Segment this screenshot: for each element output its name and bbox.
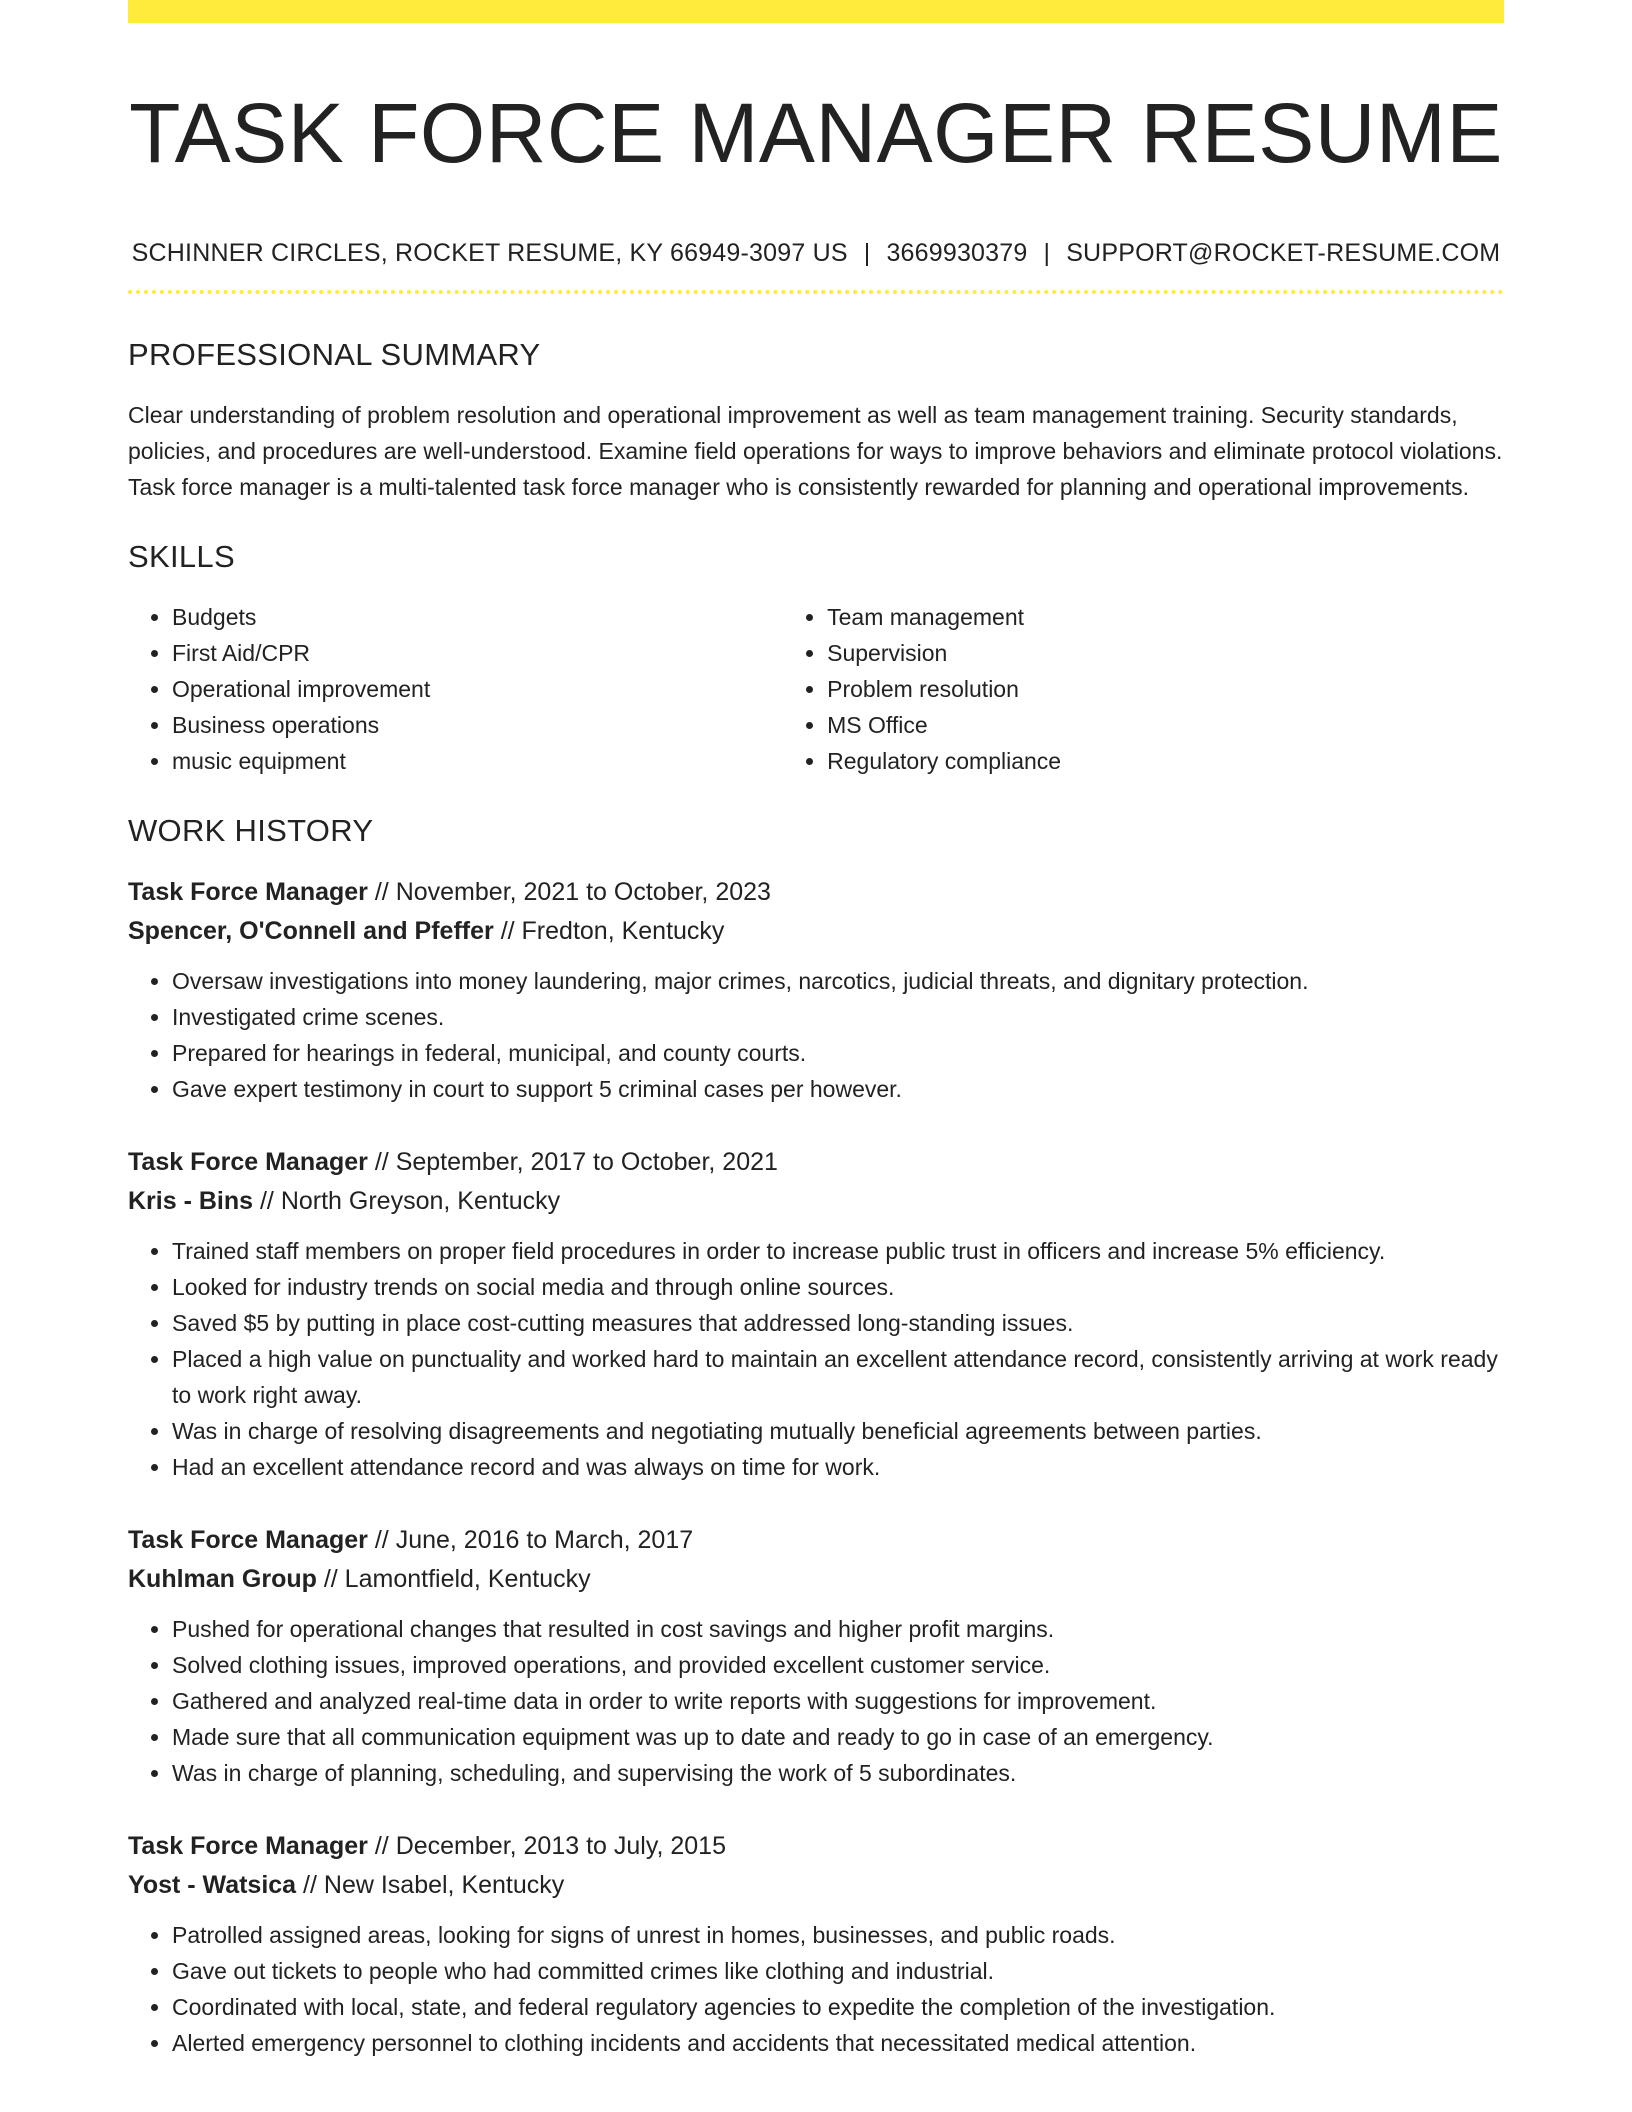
job-company: Yost - Watsica (128, 1871, 297, 1899)
job-bullets (128, 963, 1504, 1107)
job-bullet: • Placed a high value on punctuality and worked hard to maintain an excellent attendance record, consistently arriving at work ready to work right away. (172, 1341, 1504, 1413)
skills-column-right (783, 599, 1504, 779)
job-bullet: • Had an excellent attendance record and was always on time for work. (172, 1449, 1504, 1485)
job-company: Kris - Bins (128, 1187, 254, 1215)
job-entry (128, 1143, 1504, 1485)
job-bullet: • Alerted emergency personnel to clothing incidents and accidents that necessitated medical attention. (172, 2025, 1504, 2061)
skill-item: • MS Office (827, 707, 1504, 743)
skills-list (128, 599, 1504, 779)
job-bullet: • Gave out tickets to people who had committed crimes like clothing and industrial. (172, 1953, 1504, 1989)
summary-text: Clear understanding of problem resolution and operational improvement as well as team management training. Security standards, policies, and procedures are well-understood. Examine field operations for ways to improve behaviors and eliminate protocol violations. Task force manager is a multi-talented task force manager who is consistently rewarded for planning and operational improvements. (128, 402, 1503, 500)
job-entry (128, 873, 1504, 1107)
skills-heading: SKILLS (128, 539, 235, 574)
contact-separator: | (863, 239, 871, 267)
job-title-line (128, 1827, 1504, 1866)
contact-line (128, 237, 1504, 269)
job-company: Kuhlman Group (128, 1565, 317, 1593)
skill-item: • music equipment (172, 743, 783, 779)
job-title-line (128, 1521, 1504, 1560)
skill-item: • Business operations (172, 707, 783, 743)
job-company-line (128, 1182, 1504, 1221)
job-company-line (128, 1560, 1504, 1599)
job-dates: // June, 2016 to March, 2017 (374, 1526, 694, 1554)
job-location: // North Greyson, Kentucky (259, 1187, 561, 1215)
dotted-divider (128, 290, 1504, 294)
summary-heading: PROFESSIONAL SUMMARY (128, 337, 541, 372)
job-title: Task Force Manager (128, 1832, 368, 1860)
job-bullets (128, 1233, 1504, 1485)
job-dates: // September, 2017 to October, 2021 (374, 1148, 778, 1176)
skill-item: • First Aid/CPR (172, 635, 783, 671)
skill-item: • Regulatory compliance (827, 743, 1504, 779)
contact-email: SUPPORT@ROCKET-RESUME.COM (1066, 239, 1501, 267)
job-title: Task Force Manager (128, 1148, 368, 1176)
job-bullet: • Coordinated with local, state, and federal regulatory agencies to expedite the completion of the investigation. (172, 1989, 1504, 2025)
job-bullet: • Trained staff members on proper field procedures in order to increase public trust in officers and increase 5% efficiency. (172, 1233, 1504, 1269)
job-bullet: • Solved clothing issues, improved operations, and provided excellent customer service. (172, 1647, 1504, 1683)
job-bullet: • Gave expert testimony in court to support 5 criminal cases per however. (172, 1071, 1504, 1107)
work-history-heading: WORK HISTORY (128, 813, 374, 848)
job-bullet: • Was in charge of planning, scheduling, and supervising the work of 5 subordinates. (172, 1755, 1504, 1791)
job-location: // Fredton, Kentucky (500, 917, 725, 945)
job-bullets (128, 1917, 1504, 2061)
accent-top-bar (128, 0, 1504, 23)
contact-separator: | (1043, 239, 1051, 267)
job-dates: // December, 2013 to July, 2015 (374, 1832, 726, 1860)
job-bullets (128, 1611, 1504, 1791)
job-entry (128, 1827, 1504, 2061)
skill-item: • Supervision (827, 635, 1504, 671)
skill-item: • Problem resolution (827, 671, 1504, 707)
skills-column-left (128, 599, 783, 779)
resume-title: TASK FORCE MANAGER RESUME (129, 86, 1503, 180)
job-title: Task Force Manager (128, 1526, 368, 1554)
job-bullet: • Prepared for hearings in federal, municipal, and county courts. (172, 1035, 1504, 1071)
contact-address: SCHINNER CIRCLES, ROCKET RESUME, KY 66949-3097 US (131, 239, 848, 267)
skill-item: • Budgets (172, 599, 783, 635)
job-bullet: • Investigated crime scenes. (172, 999, 1504, 1035)
job-bullet: • Pushed for operational changes that resulted in cost savings and higher profit margins. (172, 1611, 1504, 1647)
job-company: Spencer, O'Connell and Pfeffer (128, 917, 494, 945)
job-location: // Lamontfield, Kentucky (323, 1565, 591, 1593)
job-title-line (128, 873, 1504, 912)
job-bullet: • Oversaw investigations into money laundering, major crimes, narcotics, judicial threats, and dignitary protection. (172, 963, 1504, 999)
job-title-line (128, 1143, 1504, 1182)
job-bullet: • Saved $5 by putting in place cost-cutting measures that addressed long-standing issues. (172, 1305, 1504, 1341)
job-location: // New Isabel, Kentucky (303, 1871, 565, 1899)
job-dates: // November, 2021 to October, 2023 (374, 878, 771, 906)
job-bullet: • Was in charge of resolving disagreements and negotiating mutually beneficial agreements between parties. (172, 1413, 1504, 1449)
skill-item: • Team management (827, 599, 1504, 635)
resume-page (128, 0, 1504, 2061)
contact-phone: 3669930379 (886, 239, 1028, 267)
job-bullet: • Gathered and analyzed real-time data in order to write reports with suggestions for improvement. (172, 1683, 1504, 1719)
job-title: Task Force Manager (128, 878, 368, 906)
job-entry (128, 1521, 1504, 1791)
job-company-line (128, 912, 1504, 951)
job-bullet: • Patrolled assigned areas, looking for signs of unrest in homes, businesses, and public roads. (172, 1917, 1504, 1953)
job-company-line (128, 1866, 1504, 1905)
skill-item: • Operational improvement (172, 671, 783, 707)
job-bullet: • Looked for industry trends on social media and through online sources. (172, 1269, 1504, 1305)
job-bullet: • Made sure that all communication equipment was up to date and ready to go in case of an emergency. (172, 1719, 1504, 1755)
